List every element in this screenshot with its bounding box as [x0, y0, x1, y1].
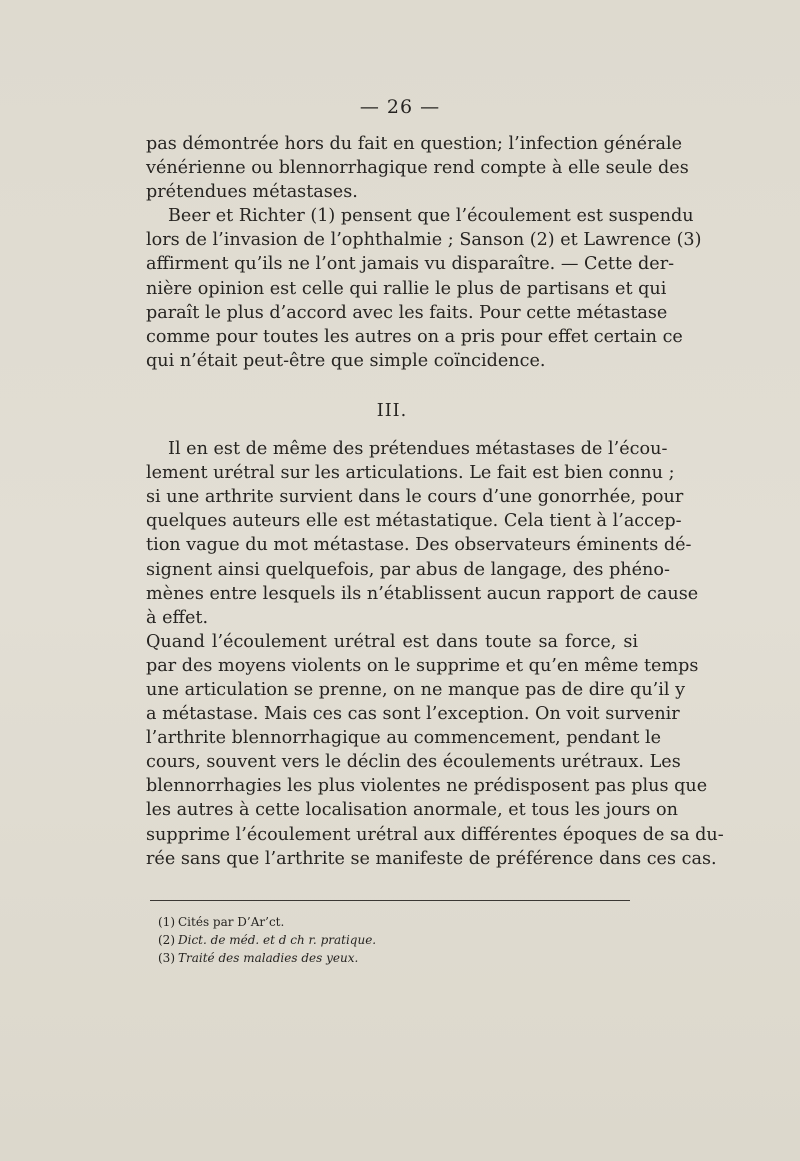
- text-line: Beer et Richter (1) pensent que l’écoulement est suspendu: [168, 206, 694, 227]
- footnote-text: Cités par D’Ar’ct.: [178, 915, 285, 929]
- footnote: [158, 931, 598, 949]
- text-line: les autres à cette localisation anormale, et tous les jours on: [146, 800, 678, 821]
- text-line: blennorrhagies les plus violentes ne prédisposent pas plus que: [146, 776, 708, 797]
- footnote: [158, 913, 598, 931]
- paragraph: [146, 204, 702, 373]
- text-line: Quand l’écoulement urétral est dans toute sa force, si: [146, 631, 638, 652]
- paragraph: [146, 437, 699, 630]
- text-line: mènes entre lesquels ils n’établissent aucun rapport de cause: [146, 583, 699, 604]
- footnotes: [158, 913, 598, 967]
- text-line: qui n’était peut-être que simple coïncidence.: [146, 350, 546, 371]
- text-line: Il en est de même des prétendues métastases de l’écou-: [168, 439, 668, 460]
- text-line: quelques auteurs elle est métastatique. Cela tient à l’accep-: [146, 511, 682, 532]
- text-line: lors de l’invasion de l’ophthalmie ; Sanson (2) et Lawrence (3): [146, 230, 702, 251]
- body-text: [146, 132, 724, 871]
- text-line: cours, souvent vers le déclin des écoulements urétraux. Les: [146, 752, 681, 773]
- text-line: paraît le plus d’accord avec les faits. Pour cette métastase: [146, 302, 668, 323]
- text-line: tion vague du mot métastase. Des observateurs éminents dé-: [146, 535, 692, 556]
- paragraph: [146, 630, 724, 871]
- paragraph: [146, 132, 689, 204]
- text-line: pas démontrée hors du fait en question; l’infection générale: [146, 134, 683, 154]
- text-line: l’arthrite blennorrhagique au commencement, pendant le: [146, 728, 662, 749]
- text-line: signent ainsi quelquefois, par abus de langage, des phéno-: [146, 559, 670, 580]
- text-line: rée sans que l’arthrite se manifeste de préférence dans ces cas.: [146, 848, 717, 869]
- footnote-divider: [150, 900, 630, 901]
- text-line: prétendues métastases.: [146, 182, 358, 203]
- text-line: vénérienne ou blennorrhagique rend compte à elle seule des: [146, 158, 689, 179]
- text-line: si une arthrite survient dans le cours d’une gonorrhée, pour: [146, 487, 684, 508]
- text-line: lement urétral sur les articulations. Le fait est bien connu ;: [146, 463, 675, 484]
- page-number: — 26 —: [359, 96, 441, 118]
- text-line: une articulation se prenne, on ne manque pas de dire qu’il y: [146, 679, 686, 700]
- footnote: [158, 949, 598, 967]
- text-line: à effet.: [146, 607, 209, 628]
- text-line: nière opinion est celle qui rallie le plus de partisans et qui: [146, 278, 667, 299]
- footnote-marker: (1): [158, 915, 175, 929]
- text-line: affirment qu’ils ne l’ont jamais vu disparaître. — Cette der-: [146, 254, 675, 275]
- footnote-marker: (3): [158, 951, 175, 965]
- footnote-text: Traité des maladies des yeux.: [178, 951, 359, 965]
- footnote-marker: (2): [158, 933, 175, 947]
- text-line: a métastase. Mais ces cas sont l’exception. On voit survenir: [146, 704, 680, 725]
- section-heading: III.: [376, 400, 408, 421]
- text-line: par des moyens violents on le supprime et qu’en même temps: [146, 655, 699, 676]
- text-line: supprime l’écoulement urétral aux différentes époques de sa du-: [146, 824, 724, 845]
- text-line: comme pour toutes les autres on a pris pour effet certain ce: [146, 326, 683, 347]
- footnote-text: Dict. de méd. et d ch r. pratique.: [178, 933, 377, 947]
